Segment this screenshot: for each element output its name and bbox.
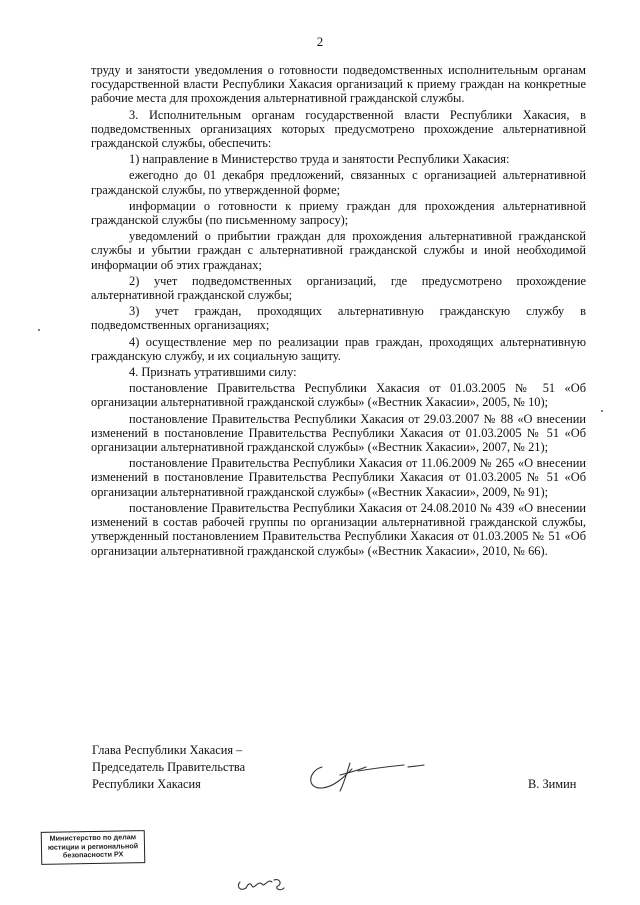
- signer-title: [92, 742, 312, 793]
- paragraph: постановление Правительства Республики Хакасия от 01.03.2005 № 51 «Об организации альтернативной гражданской службы» («Вестник Хакасии», 2005, № 10);: [91, 381, 586, 410]
- paragraph: постановление Правительства Республики Хакасия от 29.03.2007 № 88 «О внесении изменений в постановление Правительства Республики Хакасия от 01.03.2005 № 51 «Об организации альтернативной гражданской службы» («Вестник Хакасии», 2007, № 21);: [91, 411, 586, 455]
- handwritten-signature: [300, 755, 440, 795]
- stamp-line: безопасности РХ: [62, 849, 124, 860]
- document-body: [91, 63, 586, 560]
- paragraph: постановление Правительства Республики Хакасия от 24.08.2010 № 439 «О внесении изменений в состав рабочей группы по организации альтернативной гражданской службы, утвержденный постановлением Правительства Республики Хакасия от 01.03.2005 № 51 «Об организации альтернативной гражданской службы» («Вестник Хакасии», 2010, № 66).: [91, 500, 586, 558]
- page-number: 2: [316, 34, 324, 49]
- paragraph: 4. Признать утратившими силу:: [129, 365, 297, 380]
- paragraph: информации о готовности к приему граждан для прохождения альтернативной гражданской службы (по письменному запросу);: [91, 198, 586, 228]
- paragraph: ежегодно до 01 декабря предложений, связанных с организацией альтернативной гражданской службы, по утвержденной форме;: [91, 168, 586, 197]
- speck: [601, 410, 603, 412]
- ministry-stamp: [41, 830, 146, 865]
- paragraph: 4) осуществление мер по реализации прав граждан, проходящих альтернативную гражданскую службу, и их социальную защиту.: [91, 334, 586, 363]
- paragraph: 3. Исполнительным органам государственной власти Республики Хакасия, в подведомственных организациях которых предусмотрено прохождение альтернативной гражданской службы, обеспечить:: [91, 107, 586, 151]
- paragraph: постановление Правительства Республики Хакасия от 11.06.2009 № 265 «О внесении изменений в постановление Правительства Республики Хакасия от 01.03.2005 № 51 «Об организации альтернативной гражданской службы» («Вестник Хакасии», 2009, № 91);: [91, 456, 586, 499]
- signer-title-line: Председатель Правительства: [92, 760, 246, 774]
- paragraph: труду и занятости уведомления о готовности подведомственных исполнительным органам государственной власти Республики Хакасия организаций к приему граждан на конкретные рабочие места для прохождения альтернативной гражданской службы.: [91, 63, 586, 106]
- handwritten-mark: [234, 872, 294, 896]
- paragraph: 2) учет подведомственных организаций, где предусмотрено прохождение альтернативной гражданской службы;: [91, 273, 586, 303]
- stamp-line: Министерство по делам: [49, 832, 137, 843]
- paragraph: 3) учет граждан, проходящих альтернативную гражданскую службу в подведомственных организациях;: [91, 304, 586, 333]
- signer-title-line: Республики Хакасия: [92, 777, 201, 791]
- signer-title-line: Глава Республики Хакасия –: [92, 743, 243, 757]
- speck: [38, 329, 40, 331]
- paragraph: 1) направление в Министерство труда и занятости Республики Хакасия:: [129, 152, 510, 167]
- paragraph: уведомлений о прибытии граждан для прохождения альтернативной гражданской службы и убытии граждан с альтернативной гражданской службы и иной необходимой информации об этих гражданах;: [91, 229, 586, 272]
- stamp-line: юстиции и региональной: [47, 840, 139, 852]
- signer-name: В. Зимин: [528, 777, 577, 791]
